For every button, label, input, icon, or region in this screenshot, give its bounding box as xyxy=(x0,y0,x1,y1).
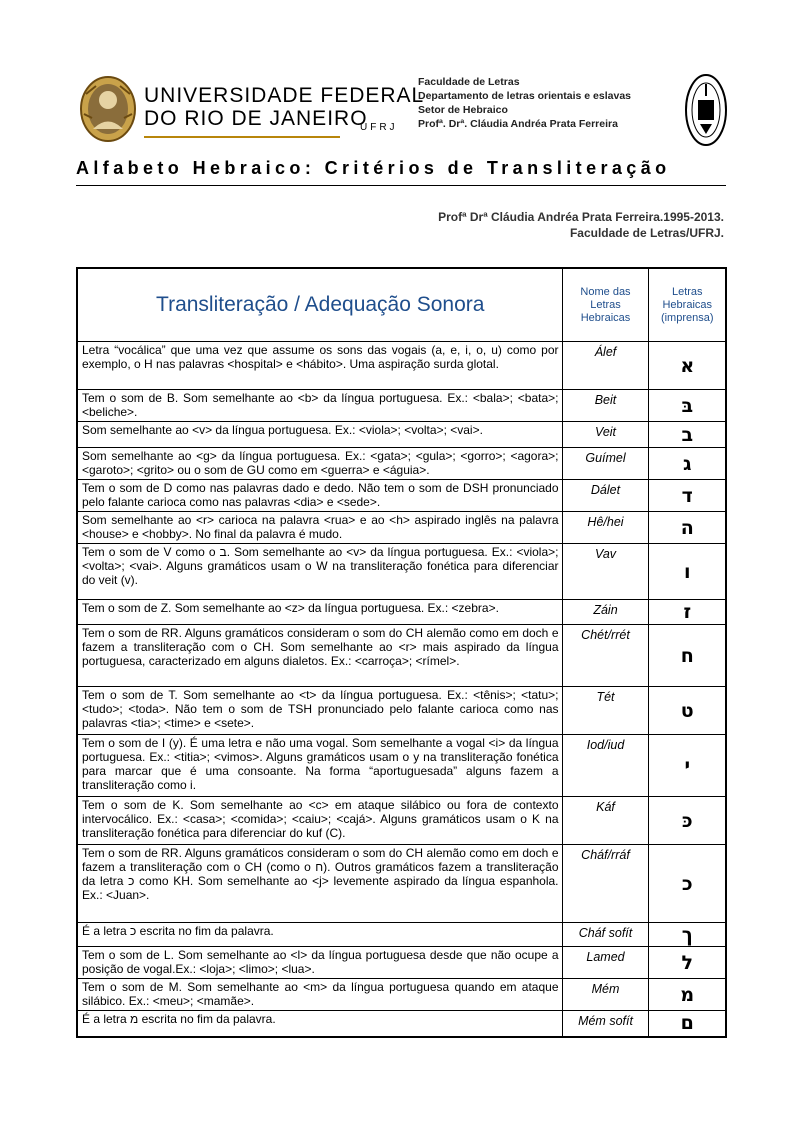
row-letter-name: Tét xyxy=(562,687,648,735)
table-row xyxy=(77,1011,726,1037)
row-hebrew-letter: כּ xyxy=(648,797,726,845)
row-description: Tem o som de Z. Som semelhante ao <z> da língua portuguesa. Ex.: <zebra>. xyxy=(77,600,562,625)
department-info xyxy=(418,75,631,131)
table-row xyxy=(77,797,726,845)
row-hebrew-letter: י xyxy=(648,735,726,797)
row-letter-name: Vav xyxy=(562,544,648,600)
credit-line-2: Faculdade de Letras/UFRJ. xyxy=(569,226,724,240)
row-hebrew-letter: ם xyxy=(648,1011,726,1037)
row-description: Tem o som de T. Som semelhante ao <t> da língua portuguesa. Ex.: <tênis>; <tatu>; <tudo>; <toda>. Não tem o som de TSH pronunciado pelo falante carioca como nas palavras <tia>; <time> e <sete>. xyxy=(77,687,562,735)
row-hebrew-letter: כ xyxy=(648,845,726,923)
row-description: Tem o som de K. Som semelhante ao <c> em ataque silábico ou fora de contexto intervocálico. Ex.: <casa>; <comida>; <caiu>; <cajá>. Alguns gramáticos usam o K na transliteração fonética para diferenciar do kuf (C). xyxy=(77,797,562,845)
row-description: Tem o som de B. Som semelhante ao <b> da língua portuguesa. Ex.: <bala>; <bata>; <beliche>. xyxy=(77,390,562,422)
row-description: Tem o som de RR. Alguns gramáticos consideram o som do CH alemão como em doch e fazem a transliteração com o CH. Som semelhante ao <r> mais aspirado da língua portuguesa, caracterizado em alguns dialetos. Ex.: <carroça>; <rímel>. xyxy=(77,625,562,687)
row-letter-name: Álef xyxy=(562,342,648,390)
table-row xyxy=(77,687,726,735)
ufrj-crest-icon xyxy=(78,74,138,144)
row-letter-name: Veit xyxy=(562,422,648,448)
row-letter-name: Záin xyxy=(562,600,648,625)
credit-line-1: Profª Drª Cláudia Andréa Prata Ferreira.1995-2013. xyxy=(438,210,724,224)
row-hebrew-letter: ח xyxy=(648,625,726,687)
row-letter-name: Káf xyxy=(562,797,648,845)
row-letter-name: Chét/rrét xyxy=(562,625,648,687)
row-hebrew-letter: ך xyxy=(648,923,726,947)
table-row xyxy=(77,480,726,512)
row-letter-name: Iod/iud xyxy=(562,735,648,797)
row-description: Tem o som de V como o ב. Som semelhante ao <v> da língua portuguesa. Ex.: <viola>; <volta>; <vai>. Alguns gramáticos usam o W na transliteração fonética para diferenciar do veit (v). xyxy=(77,544,562,600)
table-row xyxy=(77,947,726,979)
page-header xyxy=(78,72,728,152)
dept-line-1: Faculdade de Letras xyxy=(418,76,520,88)
dept-line-2: Departamento de letras orientais e eslavas xyxy=(418,90,632,102)
table-row xyxy=(77,512,726,544)
row-description: Tem o som de M. Som semelhante ao <m> da língua portuguesa quando em ataque silábico. Ex.: <meu>; <mamãe>. xyxy=(77,979,562,1011)
row-description: Som semelhante ao <g> da língua portuguesa. Ex.: <gata>; <gula>; <gorro>; <agora>; <garoto>; <grito> ou o som de GU como em <guerra> e <águia>. xyxy=(77,448,562,480)
table-row xyxy=(77,923,726,947)
transliteration-table xyxy=(76,267,727,1038)
row-description: Letra “vocálica” que uma vez que assume os sons das vogais (a, e, i, o, u) como por exemplo, o H nas palavras <hospital> e <hábito>. Uma aspiração surda glotal. xyxy=(77,342,562,390)
page-title: Alfabeto Hebraico: Critérios de Transliteração xyxy=(76,158,671,178)
row-hebrew-letter: ו xyxy=(648,544,726,600)
row-letter-name: Cháf sofít xyxy=(562,923,648,947)
row-letter-name: Guímel xyxy=(562,448,648,480)
table-row xyxy=(77,342,726,390)
row-description: Tem o som de L. Som semelhante ao <l> da língua portuguesa desde que não ocupe a posição de vogal.Ex.: <loja>; <limo>; <lua>. xyxy=(77,947,562,979)
dept-line-4: Profª. Drª. Cláudia Andréa Prata Ferreira xyxy=(418,118,618,130)
header-letter-names: Nome das Letras Hebraicas xyxy=(562,268,648,342)
row-description: Tem o som de D como nas palavras dado e dedo. Não tem o som de DSH pronunciado pelo falante carioca como nas palavras <dia> e <sede>. xyxy=(77,480,562,512)
row-hebrew-letter: ה xyxy=(648,512,726,544)
row-hebrew-letter: ג xyxy=(648,448,726,480)
row-description: Tem o som de RR. Alguns gramáticos consideram o som do CH alemão como em doch e fazem a transliteração com o CH (como o ח). Outros gramáticos fazem a transliteração da letra כ como KH. Som semelhante ao <j> levemente aspirado da língua espanhola. Ex.: <Juan>. xyxy=(77,845,562,923)
table-row xyxy=(77,448,726,480)
row-hebrew-letter: א xyxy=(648,342,726,390)
row-hebrew-letter: ב xyxy=(648,422,726,448)
table-row xyxy=(77,979,726,1011)
row-letter-name: Mém sofít xyxy=(562,1011,648,1037)
table-row xyxy=(77,390,726,422)
row-hebrew-letter: ז xyxy=(648,600,726,625)
row-letter-name: Beit xyxy=(562,390,648,422)
row-hebrew-letter: ד xyxy=(648,480,726,512)
table-row xyxy=(77,625,726,687)
table-row xyxy=(77,600,726,625)
row-letter-name: Lamed xyxy=(562,947,648,979)
header-transliteration: Transliteração / Adequação Sonora xyxy=(77,268,562,342)
row-letter-name: Dálet xyxy=(562,480,648,512)
faculty-seal-icon xyxy=(684,72,728,148)
row-description: É a letra מ escrita no fim da palavra. xyxy=(77,1011,562,1037)
table-row xyxy=(77,544,726,600)
dept-line-3: Setor de Hebraico xyxy=(418,104,508,116)
table-header-row xyxy=(77,268,726,342)
row-letter-name: Mém xyxy=(562,979,648,1011)
row-letter-name: Hê/hei xyxy=(562,512,648,544)
row-hebrew-letter: ל xyxy=(648,947,726,979)
table-row xyxy=(77,422,726,448)
title-divider xyxy=(76,185,726,186)
row-hebrew-letter: ט xyxy=(648,687,726,735)
header-hebrew-letters: Letras Hebraicas (imprensa) xyxy=(648,268,726,342)
ufrj-label: UFRJ xyxy=(360,122,398,133)
row-letter-name: Cháf/rráf xyxy=(562,845,648,923)
row-description: Tem o som de I (y). É uma letra e não uma vogal. Som semelhante a vogal <i> da língua portuguesa. Ex.: <titia>; <vimos>. Alguns gramáticos usam o y na transliteração fonética para marcar que é uma consoante. Na forma “aportuguesada” alguns fazem a transliteração como i. xyxy=(77,735,562,797)
university-underline xyxy=(144,136,340,138)
university-line-2: DO RIO DE JANEIRO xyxy=(144,107,368,130)
row-hebrew-letter: בּ xyxy=(648,390,726,422)
author-credit xyxy=(438,209,724,241)
row-description: Som semelhante ao <v> da língua portuguesa. Ex.: <viola>; <volta>; <vai>. xyxy=(77,422,562,448)
table-row xyxy=(77,735,726,797)
row-description: Som semelhante ao <r> carioca na palavra <rua> e ao <h> aspirado inglês na palavra <house> e <hobby>. No final da palavra é mudo. xyxy=(77,512,562,544)
row-hebrew-letter: מ xyxy=(648,979,726,1011)
row-description: É a letra כ escrita no fim da palavra. xyxy=(77,923,562,947)
table-row xyxy=(77,845,726,923)
university-line-1: UNIVERSIDADE FEDERAL xyxy=(144,84,425,107)
